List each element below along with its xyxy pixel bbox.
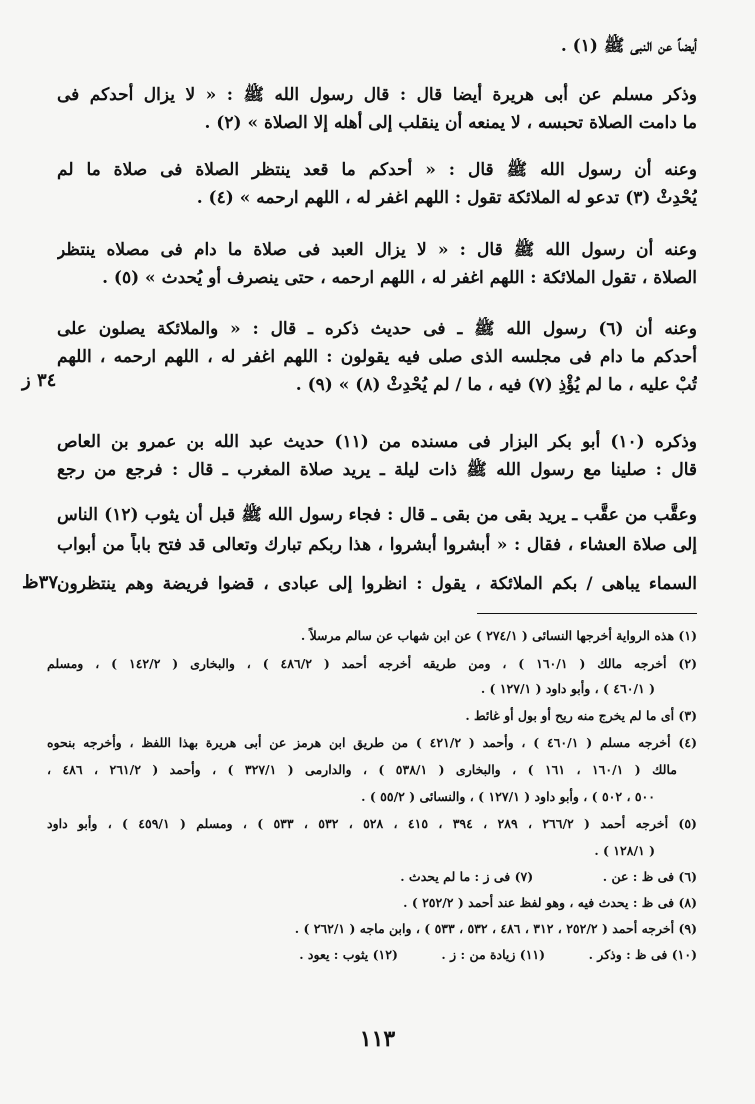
body-line: ما دامت الصلاة تحبسه ، لا يمنعه أن ينقلب إلى أهله إلا الصلاة » (٢) . xyxy=(204,113,697,133)
body-line: وذكر مسلم عن أبى هريرة أيضا قال : قال رسول الله ﷺ : « لا يزال أحدكم فى xyxy=(57,85,697,105)
body-line: وعنه أن رسول الله ﷺ قال : « أحدكم ما قعد ينتظر الصلاة فى صلاة ما لم xyxy=(57,160,697,180)
footnote-line: ٥٠٠ ، ٥٠٢ ) ، وأبو داود ( ١٢٧/١ ) ، والنسائى ( ٥٥/٢ ) . xyxy=(361,789,655,804)
footnote-line: ( ١٢٨/١ ) . xyxy=(594,843,655,858)
body-line: أيضاً عن النبى ﷺ (١) . xyxy=(560,36,697,56)
body-line: وعنه أن رسول الله ﷺ قال : « لا يزال العبد فى صلاة ما دام فى مصلاه ينتظر xyxy=(57,240,697,260)
footnote-line: (١) هذه الرواية أخرجها النسائى ( ٢٧٤/١ ) عن ابن شهاب عن سالم مرسلاً . xyxy=(300,628,697,643)
body-line: وعقَّب من عقَّب ـ يريد بقى من بقى ـ قال : فجاء رسول الله ﷺ قبل أن يثوب (١٢) الناس xyxy=(57,505,697,525)
page-number: ١١٣ xyxy=(359,1026,396,1052)
body-line: تُبْ عليه ، ما لم يُؤْذِ (٧) فيه ، ما / لم يُحْدِثْ (٨) » (٩) . xyxy=(295,375,697,395)
footnote-line: (٩) أخرجه أحمد ( ٢٥٢/٢ ، ٣١٢ ، ٤٨٦ ، ٥٣٢ ، ٥٣٣ ) ، وابن ماجه ( ٢٦٢/١ ) . xyxy=(294,921,697,936)
footnote-line: (٥) أخرجه أحمد ( ٢٦٦/٢ ، ٢٨٩ ، ٣٩٤ ، ٤١٥ ، ٥٢٨ ، ٥٣٢ ، ٥٣٣ ) ، ومسلم ( ٤٥٩/١ ) ، وأبو داود xyxy=(47,816,697,831)
body-line: وعنه أن (٦) رسول الله ﷺ ـ فى حديث ذكره ـ قال : « والملائكة يصلون على xyxy=(57,319,697,339)
body-line: أحدكم ما دام فى مجلسه الذى صلى فيه يقولون : اللهم اغفر له ، اللهم ارحمه ، اللهم xyxy=(57,347,697,367)
footnote-line: (٨) فى ظ : يحدث فيه ، وهو لفظ عند أحمد ( ٢٥٢/٢ ) . xyxy=(403,895,697,910)
footnote-line: (٦) فى ظ : عن . (٧) فى ز : ما لم يحدث . xyxy=(400,869,697,884)
body-line: الصلاة ، تقول الملائكة : اللهم اغفر له ، اللهم ارحمه ، حتى ينصرف أو يُحدث » (٥) . xyxy=(102,268,697,288)
footnote-line: (٣) أى ما لم يخرج منه ريح أو بول أو غائط . xyxy=(465,708,697,723)
margin-folio-zah: ٣٧ظ xyxy=(22,572,58,593)
body-line: إلى صلاة العشاء ، فقال : « أبشروا أبشروا ، هذا ربكم تبارك وتعالى قد فتح باباً من أبواب xyxy=(57,535,697,555)
body-line: وذكره (١٠) أبو بكر البزار فى مسنده من (١١) حديث عبد الله بن عمرو بن العاص xyxy=(57,432,697,452)
footnote-line: (٢) أخرجه مالك ( ١٦٠/١ ) ، ومن طريقه أخرجه أحمد ( ٤٨٦/٢ ) ، والبخارى ( ١٤٢/٢ ) ، ومسلم xyxy=(47,656,697,671)
footnote-line: (٤) أخرجه مسلم ( ٤٦٠/١ ) ، وأحمد ( ٤٢١/٢ ) من طريق ابن هرمز عن أبى هريرة بهذا اللفظ ، وأخرجه بنحوه xyxy=(47,735,697,750)
footnote-line: مالك ( ١٦٠/١ ، ١٦١ ) ، والبخارى ( ٥٣٨/١ ) ، والدارمى ( ٣٢٧/١ ) ، وأحمد ( ٢٦١/٢ ، ٤٨٦ ، xyxy=(47,762,677,777)
footnote-line: ( ٤٦٠/١ ) ، وأبو داود ( ١٢٧/١ ) . xyxy=(480,681,655,696)
footnote-divider xyxy=(477,613,697,614)
body-line: يُحْدِثْ (٣) تدعو له الملائكة تقول : اللهم اغفر له ، اللهم ارحمه » (٤) . xyxy=(196,188,697,208)
body-line: السماء يباهى / بكم الملائكة ، يقول : انظروا إلى عبادى ، قضوا فريضة وهم ينتظرون xyxy=(57,574,697,594)
footnote-line: (١٠) فى ظ : وذكر . (١١) زيادة من : ز . (١٢) يثوب : يعود . xyxy=(299,947,697,962)
margin-folio-z: ٣٤ ز xyxy=(22,370,57,391)
body-line: قال : صلينا مع رسول الله ﷺ ذات ليلة ـ يريد صلاة المغرب ـ قال : فرجع من رجع xyxy=(57,460,697,480)
